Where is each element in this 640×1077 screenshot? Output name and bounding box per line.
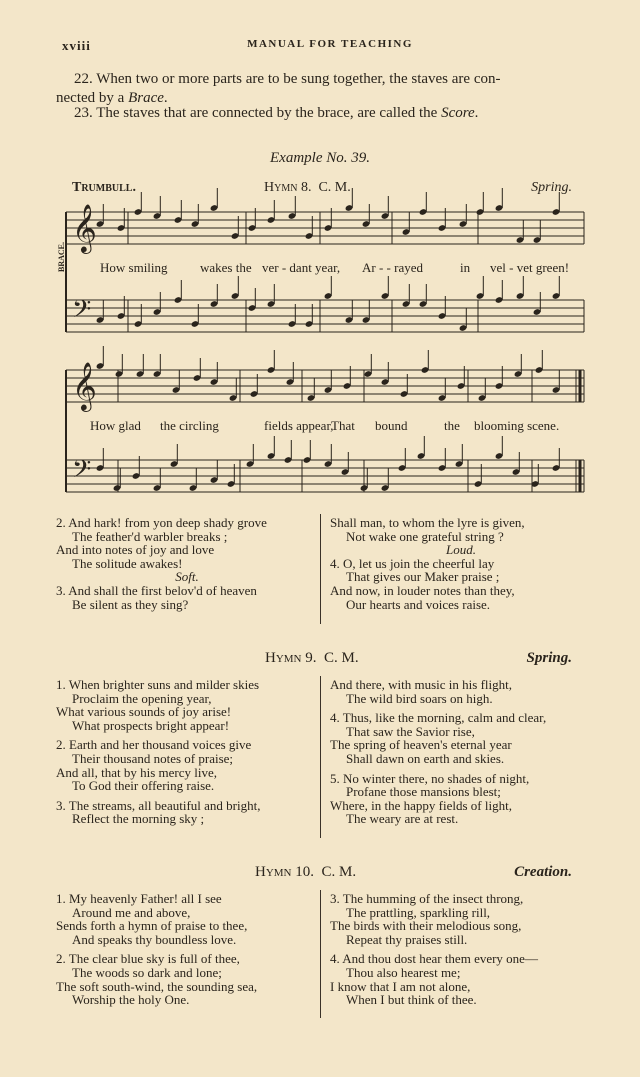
- verse-line: Around me and above,: [72, 904, 191, 920]
- lyric: the circling: [160, 418, 219, 433]
- verse-line: The solitude awakes!: [72, 555, 183, 571]
- tune-key: Spring.: [531, 180, 572, 195]
- verse-line: Profane those mansions blest;: [346, 784, 501, 800]
- verse-line: 1. My heavenly Father! all I see: [56, 891, 222, 906]
- hymn-label: Hymn 8.: [264, 180, 312, 195]
- verse-line: 4. O, let us join the cheerful lay: [330, 555, 495, 571]
- paragraph-text: The staves that are connected by the brace, are called the: [96, 105, 442, 121]
- dynamic-direction: Soft.: [175, 569, 199, 585]
- hymn9-heading: [60, 650, 572, 670]
- verse-line: 4. Thus, like the morning, calm and clear,: [330, 710, 547, 726]
- hymn9-left-column: [56, 678, 318, 826]
- hymn-title: Hymn 9.: [265, 650, 317, 666]
- lyric: bound: [375, 418, 408, 433]
- column-divider: [320, 890, 321, 1018]
- bass-clef-icon: 𝄢: [72, 455, 92, 490]
- verse-line: 1. When brighter suns and milder skies: [56, 677, 260, 692]
- hymn8-right-column: [330, 516, 592, 611]
- treble-clef-icon: 𝄞: [72, 203, 97, 252]
- lyric: How smiling: [100, 260, 168, 275]
- hymn8-left-column: [56, 516, 318, 611]
- verse-line: Shall man, to whom the lyre is given,: [330, 515, 525, 530]
- hymn10-right-column: [330, 892, 592, 1007]
- paragraph-number: 22.: [74, 71, 93, 87]
- example-title: Example No. 39.: [270, 150, 370, 166]
- verse-line: Our hearts and voices raise.: [346, 596, 491, 612]
- music-score: [0, 0, 640, 510]
- verse-line: That saw the Savior rise,: [346, 723, 475, 739]
- lyric: the: [444, 418, 460, 433]
- verse-line: Shall dawn on earth and skies.: [346, 750, 505, 766]
- dynamic-direction: Loud.: [446, 542, 476, 558]
- lyric: in: [460, 260, 471, 275]
- verse-line: That gives our Maker praise ;: [346, 569, 500, 585]
- meter: C. M.: [318, 180, 351, 195]
- verse-line: 5. No winter there, no shades of night,: [330, 770, 530, 786]
- verse-line: 2. Earth and her thousand voices give: [56, 737, 252, 753]
- verse-line: To God their offering raise.: [72, 778, 215, 794]
- verse-line: 2. The clear blue sky is full of thee,: [56, 951, 240, 967]
- brace-label: BRACE.: [57, 241, 66, 272]
- verse-line: Their thousand notes of praise;: [72, 750, 234, 766]
- hymn10-heading: [60, 864, 572, 884]
- punctuation: .: [163, 90, 168, 106]
- verse-line: Repeat thy praises still.: [346, 931, 468, 947]
- verse-line: Reflect the morning sky ;: [72, 811, 205, 827]
- lyric: ver - dant year,: [262, 260, 341, 275]
- lyric: vel - vet green!: [490, 260, 570, 275]
- tune-name: Spring.: [526, 650, 572, 666]
- hymn-title: Hymn 10.: [255, 864, 315, 880]
- lyric: blooming scene.: [474, 418, 560, 433]
- verse-line: Sends forth a hymn of praise to thee,: [56, 918, 248, 934]
- verse-line: And there, with music in his flight,: [330, 677, 512, 692]
- term: Brace: [128, 90, 164, 106]
- verse-line: Not wake one grateful string ?: [346, 528, 504, 544]
- verse-line: And speaks thy boundless love.: [72, 931, 237, 947]
- verse-line: I know that I am not alone,: [330, 978, 471, 994]
- verse-line: The feather'd warbler breaks ;: [72, 528, 228, 544]
- verse-line: When I but think of thee.: [346, 992, 477, 1008]
- verse-line: And now, in louder notes than they,: [330, 582, 515, 598]
- running-title: MANUAL FOR TEACHING: [247, 38, 413, 50]
- verse-line: Where, in the happy fields of light,: [330, 797, 512, 813]
- paragraph-number: 23.: [74, 105, 93, 121]
- column-divider: [320, 514, 321, 624]
- verse-line: Be silent as they sing?: [72, 596, 189, 612]
- paragraph-text: nected by a: [56, 90, 129, 106]
- hymn9-right-column: [330, 678, 592, 826]
- lyric: That: [331, 418, 355, 433]
- score-systems: [66, 188, 584, 492]
- verse-line: And all, that by his mercy live,: [56, 764, 218, 780]
- tune-name: Trumbull.: [72, 180, 136, 195]
- verse-line: Worship the holy One.: [72, 992, 190, 1008]
- punctuation: .: [474, 105, 479, 121]
- lyric: wakes the: [200, 260, 252, 275]
- lyric: fields appear,: [264, 418, 334, 433]
- verse-line: 2. And hark! from yon deep shady grove: [56, 515, 267, 530]
- verse-line: The woods so dark and lone;: [72, 964, 222, 980]
- verse-line: The birds with their melodious song,: [330, 918, 522, 934]
- page-number: xviii: [62, 38, 91, 53]
- treble-clef-icon: 𝄞: [72, 361, 97, 410]
- verse-line: The soft south-wind, the sounding sea,: [56, 978, 258, 994]
- lyric: How glad: [90, 418, 141, 433]
- verse-line: 4. And thou dost hear them every one—: [330, 951, 538, 967]
- meter: C. M.: [324, 650, 359, 666]
- verse-line: 3. The humming of the insect throng,: [330, 891, 524, 906]
- verse-line: And into notes of joy and love: [56, 542, 215, 558]
- verse-line: The wild bird soars on high.: [346, 690, 493, 706]
- verse-line: The weary are at rest.: [346, 811, 459, 827]
- lyric: Ar - - rayed: [362, 260, 423, 275]
- verse-line: The spring of heaven's eternal year: [330, 737, 512, 753]
- term: Score: [441, 105, 475, 121]
- verse-line: What prospects bright appear!: [72, 717, 230, 733]
- verse-line: Thou also hearest me;: [346, 964, 461, 980]
- verse-line: 3. The streams, all beautiful and bright,: [56, 797, 261, 813]
- bass-clef-icon: 𝄢: [72, 295, 92, 330]
- hymn10-left-column: [56, 892, 318, 1007]
- verse-line: The prattling, sparkling rill,: [346, 904, 491, 920]
- verse-line: Proclaim the opening year,: [72, 690, 212, 706]
- verse-line: 3. And shall the first belov'd of heaven: [56, 582, 257, 598]
- column-divider: [320, 676, 321, 838]
- meter: C. M.: [321, 864, 357, 880]
- tune-name: Creation.: [514, 864, 572, 880]
- paragraph-text: When two or more parts are to be sung together, the staves are con-: [96, 71, 501, 87]
- verse-line: What various sounds of joy arise!: [56, 704, 232, 720]
